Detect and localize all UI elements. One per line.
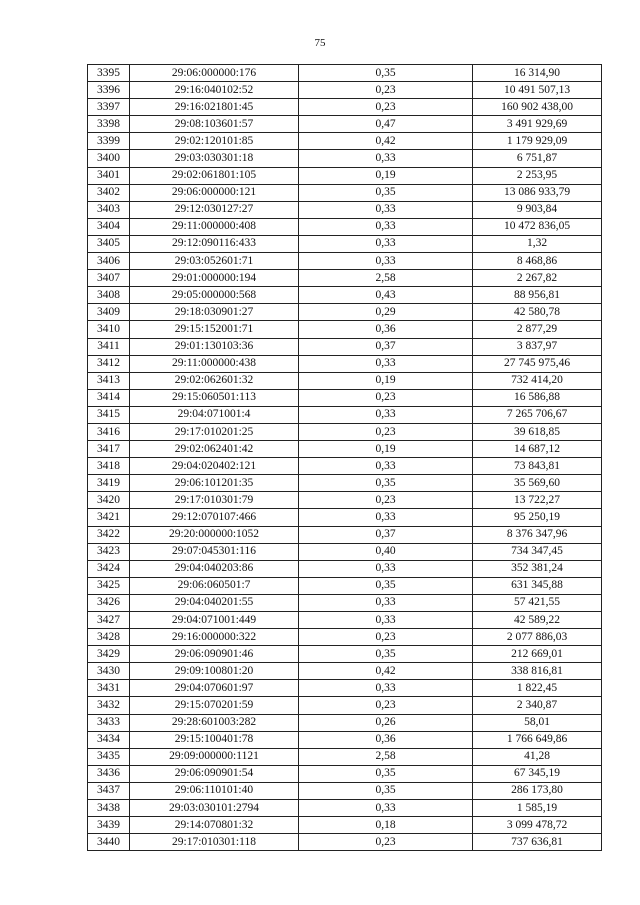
amount-cell: 1 179 929,09 xyxy=(473,133,602,150)
amount-cell: 3 837,97 xyxy=(473,338,602,355)
amount-cell: 13 086 933,79 xyxy=(473,184,602,201)
row-number-cell: 3423 xyxy=(88,543,130,560)
amount-cell: 13 722,27 xyxy=(473,492,602,509)
row-number-cell: 3421 xyxy=(88,509,130,526)
coefficient-cell: 0,33 xyxy=(299,253,473,270)
table-row xyxy=(88,355,602,372)
cadastral-number-cell: 29:04:071001:4 xyxy=(130,406,299,423)
table-row xyxy=(88,714,602,731)
coefficient-cell: 0,37 xyxy=(299,338,473,355)
cadastral-number-cell: 29:06:000000:176 xyxy=(130,65,299,82)
coefficient-cell: 0,33 xyxy=(299,235,473,252)
coefficient-cell: 0,42 xyxy=(299,133,473,150)
row-number-cell: 3418 xyxy=(88,458,130,475)
cadastral-number-cell: 29:17:010201:25 xyxy=(130,423,299,440)
row-number-cell: 3403 xyxy=(88,201,130,218)
row-number-cell: 3420 xyxy=(88,492,130,509)
cadastral-number-cell: 29:04:040201:55 xyxy=(130,594,299,611)
coefficient-cell: 0,36 xyxy=(299,731,473,748)
table-row xyxy=(88,338,602,355)
amount-cell: 35 569,60 xyxy=(473,475,602,492)
amount-cell: 7 265 706,67 xyxy=(473,406,602,423)
cadastral-number-cell: 29:04:071001:449 xyxy=(130,612,299,629)
row-number-cell: 3427 xyxy=(88,612,130,629)
row-number-cell: 3399 xyxy=(88,133,130,150)
table-row xyxy=(88,834,602,851)
table-row xyxy=(88,287,602,304)
coefficient-cell: 0,33 xyxy=(299,612,473,629)
table-row xyxy=(88,577,602,594)
coefficient-cell: 0,23 xyxy=(299,697,473,714)
cadastral-number-cell: 29:06:090901:54 xyxy=(130,765,299,782)
table-row xyxy=(88,304,602,321)
row-number-cell: 3440 xyxy=(88,834,130,851)
cadastral-number-cell: 29:16:021801:45 xyxy=(130,99,299,116)
amount-cell: 2 253,95 xyxy=(473,167,602,184)
row-number-cell: 3410 xyxy=(88,321,130,338)
cadastral-number-cell: 29:11:000000:438 xyxy=(130,355,299,372)
row-number-cell: 3413 xyxy=(88,372,130,389)
table-row xyxy=(88,270,602,287)
table-row xyxy=(88,800,602,817)
coefficient-cell: 2,58 xyxy=(299,748,473,765)
table-row xyxy=(88,321,602,338)
amount-cell: 9 903,84 xyxy=(473,201,602,218)
coefficient-cell: 0,47 xyxy=(299,116,473,133)
amount-cell: 42 580,78 xyxy=(473,304,602,321)
coefficient-cell: 0,18 xyxy=(299,817,473,834)
amount-cell: 10 472 836,05 xyxy=(473,218,602,235)
table-row xyxy=(88,218,602,235)
row-number-cell: 3438 xyxy=(88,800,130,817)
cadastral-number-cell: 29:16:040102:52 xyxy=(130,82,299,99)
table-row xyxy=(88,594,602,611)
cadastral-number-cell: 29:02:120101:85 xyxy=(130,133,299,150)
cadastral-number-cell: 29:16:000000:322 xyxy=(130,629,299,646)
coefficient-cell: 0,35 xyxy=(299,577,473,594)
table-row xyxy=(88,680,602,697)
cadastral-number-cell: 29:01:130103:36 xyxy=(130,338,299,355)
cadastral-number-cell: 29:09:100801:20 xyxy=(130,663,299,680)
coefficient-cell: 0,19 xyxy=(299,372,473,389)
table-row xyxy=(88,748,602,765)
cadastral-number-cell: 29:06:110101:40 xyxy=(130,782,299,799)
cadastral-number-cell: 29:03:030101:2794 xyxy=(130,800,299,817)
cadastral-number-cell: 29:15:060501:113 xyxy=(130,389,299,406)
row-number-cell: 3415 xyxy=(88,406,130,423)
cadastral-number-cell: 29:08:103601:57 xyxy=(130,116,299,133)
row-number-cell: 3430 xyxy=(88,663,130,680)
coefficient-cell: 0,33 xyxy=(299,458,473,475)
cadastral-number-cell: 29:06:101201:35 xyxy=(130,475,299,492)
amount-cell: 41,28 xyxy=(473,748,602,765)
cadastral-number-cell: 29:11:000000:408 xyxy=(130,218,299,235)
row-number-cell: 3416 xyxy=(88,423,130,440)
amount-cell: 286 173,80 xyxy=(473,782,602,799)
cadastral-number-cell: 29:02:062601:32 xyxy=(130,372,299,389)
coefficient-cell: 0,35 xyxy=(299,646,473,663)
table-row xyxy=(88,765,602,782)
cadastral-number-cell: 29:17:010301:79 xyxy=(130,492,299,509)
table-body xyxy=(88,65,602,851)
row-number-cell: 3424 xyxy=(88,560,130,577)
row-number-cell: 3406 xyxy=(88,253,130,270)
amount-cell: 160 902 438,00 xyxy=(473,99,602,116)
row-number-cell: 3417 xyxy=(88,441,130,458)
table-row xyxy=(88,201,602,218)
table-row xyxy=(88,82,602,99)
cadastral-number-cell: 29:15:100401:78 xyxy=(130,731,299,748)
cadastral-number-cell: 29:28:601003:282 xyxy=(130,714,299,731)
coefficient-cell: 0,35 xyxy=(299,782,473,799)
row-number-cell: 3397 xyxy=(88,99,130,116)
table-row xyxy=(88,731,602,748)
row-number-cell: 3411 xyxy=(88,338,130,355)
row-number-cell: 3407 xyxy=(88,270,130,287)
table-row xyxy=(88,116,602,133)
table-row xyxy=(88,167,602,184)
amount-cell: 3 491 929,69 xyxy=(473,116,602,133)
table-row xyxy=(88,406,602,423)
coefficient-cell: 0,43 xyxy=(299,287,473,304)
row-number-cell: 3412 xyxy=(88,355,130,372)
amount-cell: 3 099 478,72 xyxy=(473,817,602,834)
amount-cell: 8 376 347,96 xyxy=(473,526,602,543)
coefficient-cell: 0,29 xyxy=(299,304,473,321)
row-number-cell: 3395 xyxy=(88,65,130,82)
coefficient-cell: 0,19 xyxy=(299,441,473,458)
amount-cell: 732 414,20 xyxy=(473,372,602,389)
table-row xyxy=(88,150,602,167)
coefficient-cell: 0,23 xyxy=(299,629,473,646)
coefficient-cell: 0,33 xyxy=(299,509,473,526)
table-row xyxy=(88,441,602,458)
amount-cell: 1 822,45 xyxy=(473,680,602,697)
row-number-cell: 3425 xyxy=(88,577,130,594)
amount-cell: 2 077 886,03 xyxy=(473,629,602,646)
table-row xyxy=(88,253,602,270)
amount-cell: 631 345,88 xyxy=(473,577,602,594)
table-row xyxy=(88,458,602,475)
coefficient-cell: 0,33 xyxy=(299,800,473,817)
table-row xyxy=(88,543,602,560)
table-row xyxy=(88,492,602,509)
coefficient-cell: 0,23 xyxy=(299,82,473,99)
coefficient-cell: 0,35 xyxy=(299,65,473,82)
row-number-cell: 3408 xyxy=(88,287,130,304)
row-number-cell: 3434 xyxy=(88,731,130,748)
cadastral-number-cell: 29:01:000000:194 xyxy=(130,270,299,287)
row-number-cell: 3429 xyxy=(88,646,130,663)
coefficient-cell: 0,19 xyxy=(299,167,473,184)
coefficient-cell: 0,33 xyxy=(299,560,473,577)
amount-cell: 8 468,86 xyxy=(473,253,602,270)
cadastral-number-cell: 29:20:000000:1052 xyxy=(130,526,299,543)
amount-cell: 16 586,88 xyxy=(473,389,602,406)
table-row xyxy=(88,817,602,834)
coefficient-cell: 0,37 xyxy=(299,526,473,543)
row-number-cell: 3422 xyxy=(88,526,130,543)
coefficient-cell: 0,33 xyxy=(299,150,473,167)
coefficient-cell: 0,40 xyxy=(299,543,473,560)
table-row xyxy=(88,560,602,577)
amount-cell: 352 381,24 xyxy=(473,560,602,577)
row-number-cell: 3405 xyxy=(88,235,130,252)
amount-cell: 95 250,19 xyxy=(473,509,602,526)
amount-cell: 2 877,29 xyxy=(473,321,602,338)
table-row xyxy=(88,782,602,799)
amount-cell: 2 267,82 xyxy=(473,270,602,287)
amount-cell: 16 314,90 xyxy=(473,65,602,82)
row-number-cell: 3437 xyxy=(88,782,130,799)
amount-cell: 10 491 507,13 xyxy=(473,82,602,99)
cadastral-number-cell: 29:12:070107:466 xyxy=(130,509,299,526)
coefficient-cell: 0,23 xyxy=(299,423,473,440)
amount-cell: 212 669,01 xyxy=(473,646,602,663)
table-row xyxy=(88,612,602,629)
cadastral-number-cell: 29:18:030901:27 xyxy=(130,304,299,321)
amount-cell: 73 843,81 xyxy=(473,458,602,475)
row-number-cell: 3414 xyxy=(88,389,130,406)
row-number-cell: 3398 xyxy=(88,116,130,133)
cadastral-number-cell: 29:09:000000:1121 xyxy=(130,748,299,765)
amount-cell: 338 816,81 xyxy=(473,663,602,680)
coefficient-cell: 0,33 xyxy=(299,355,473,372)
row-number-cell: 3419 xyxy=(88,475,130,492)
cadastral-number-cell: 29:04:020402:121 xyxy=(130,458,299,475)
coefficient-cell: 0,33 xyxy=(299,218,473,235)
amount-cell: 1 585,19 xyxy=(473,800,602,817)
cadastral-number-cell: 29:12:090116:433 xyxy=(130,235,299,252)
amount-cell: 67 345,19 xyxy=(473,765,602,782)
table-row xyxy=(88,133,602,150)
amount-cell: 734 347,45 xyxy=(473,543,602,560)
table-row xyxy=(88,235,602,252)
amount-cell: 6 751,87 xyxy=(473,150,602,167)
cadastral-number-cell: 29:15:070201:59 xyxy=(130,697,299,714)
row-number-cell: 3439 xyxy=(88,817,130,834)
cadastral-number-cell: 29:06:000000:121 xyxy=(130,184,299,201)
amount-cell: 1,32 xyxy=(473,235,602,252)
coefficient-cell: 0,33 xyxy=(299,680,473,697)
amount-cell: 14 687,12 xyxy=(473,441,602,458)
coefficient-cell: 0,26 xyxy=(299,714,473,731)
coefficient-cell: 0,23 xyxy=(299,389,473,406)
coefficient-cell: 0,33 xyxy=(299,594,473,611)
cadastral-number-cell: 29:02:061801:105 xyxy=(130,167,299,184)
row-number-cell: 3401 xyxy=(88,167,130,184)
cadastral-number-cell: 29:06:060501:7 xyxy=(130,577,299,594)
cadastral-number-cell: 29:04:070601:97 xyxy=(130,680,299,697)
amount-cell: 1 766 649,86 xyxy=(473,731,602,748)
cadastral-number-cell: 29:05:000000:568 xyxy=(130,287,299,304)
row-number-cell: 3428 xyxy=(88,629,130,646)
row-number-cell: 3400 xyxy=(88,150,130,167)
cadastral-number-cell: 29:12:030127:27 xyxy=(130,201,299,218)
data-table xyxy=(87,64,602,851)
table-row xyxy=(88,646,602,663)
row-number-cell: 3435 xyxy=(88,748,130,765)
row-number-cell: 3433 xyxy=(88,714,130,731)
row-number-cell: 3404 xyxy=(88,218,130,235)
coefficient-cell: 2,58 xyxy=(299,270,473,287)
page-number: 75 xyxy=(314,37,326,49)
coefficient-cell: 0,35 xyxy=(299,184,473,201)
table-row xyxy=(88,184,602,201)
amount-cell: 39 618,85 xyxy=(473,423,602,440)
row-number-cell: 3409 xyxy=(88,304,130,321)
table-row xyxy=(88,697,602,714)
table-row xyxy=(88,372,602,389)
table-row xyxy=(88,423,602,440)
cadastral-number-cell: 29:07:045301:116 xyxy=(130,543,299,560)
row-number-cell: 3426 xyxy=(88,594,130,611)
cadastral-number-cell: 29:03:052601:71 xyxy=(130,253,299,270)
table-row xyxy=(88,475,602,492)
coefficient-cell: 0,33 xyxy=(299,201,473,218)
amount-cell: 58,01 xyxy=(473,714,602,731)
amount-cell: 2 340,87 xyxy=(473,697,602,714)
table-row xyxy=(88,389,602,406)
coefficient-cell: 0,23 xyxy=(299,99,473,116)
coefficient-cell: 0,33 xyxy=(299,406,473,423)
table-row xyxy=(88,65,602,82)
cadastral-number-cell: 29:02:062401:42 xyxy=(130,441,299,458)
table-row xyxy=(88,99,602,116)
table-row xyxy=(88,509,602,526)
row-number-cell: 3432 xyxy=(88,697,130,714)
amount-cell: 88 956,81 xyxy=(473,287,602,304)
coefficient-cell: 0,35 xyxy=(299,765,473,782)
row-number-cell: 3431 xyxy=(88,680,130,697)
table-row xyxy=(88,663,602,680)
table-row xyxy=(88,629,602,646)
cadastral-number-cell: 29:17:010301:118 xyxy=(130,834,299,851)
row-number-cell: 3402 xyxy=(88,184,130,201)
row-number-cell: 3436 xyxy=(88,765,130,782)
cadastral-number-cell: 29:15:152001:71 xyxy=(130,321,299,338)
amount-cell: 57 421,55 xyxy=(473,594,602,611)
table-row xyxy=(88,526,602,543)
amount-cell: 27 745 975,46 xyxy=(473,355,602,372)
coefficient-cell: 0,35 xyxy=(299,475,473,492)
coefficient-cell: 0,23 xyxy=(299,492,473,509)
amount-cell: 737 636,81 xyxy=(473,834,602,851)
row-number-cell: 3396 xyxy=(88,82,130,99)
amount-cell: 42 589,22 xyxy=(473,612,602,629)
cadastral-number-cell: 29:06:090901:46 xyxy=(130,646,299,663)
coefficient-cell: 0,42 xyxy=(299,663,473,680)
coefficient-cell: 0,36 xyxy=(299,321,473,338)
cadastral-number-cell: 29:14:070801:32 xyxy=(130,817,299,834)
coefficient-cell: 0,23 xyxy=(299,834,473,851)
cadastral-number-cell: 29:04:040203:86 xyxy=(130,560,299,577)
cadastral-number-cell: 29:03:030301:18 xyxy=(130,150,299,167)
